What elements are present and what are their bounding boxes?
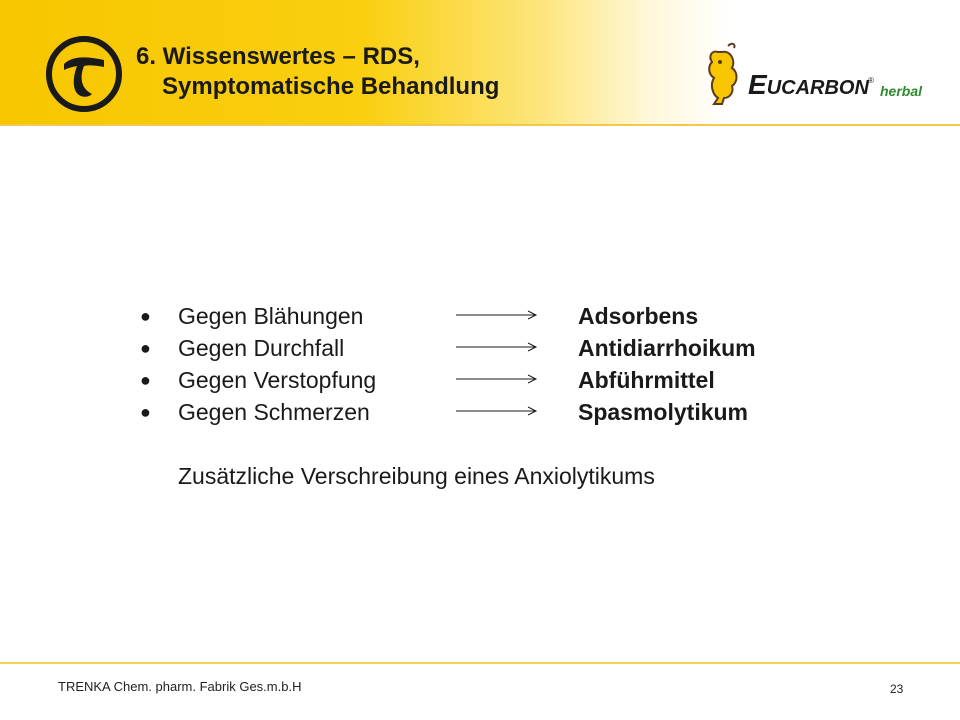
slide-title-line-2: Symptomatische Behandlung <box>162 73 500 100</box>
symptom-label: Gegen Verstopfung <box>178 367 377 393</box>
treatment-label: Abführmittel <box>578 367 715 393</box>
symptom-label: Gegen Schmerzen <box>178 399 370 425</box>
brand-name-rest: UCARBON <box>766 77 869 99</box>
bullet-icon: ● <box>140 370 151 390</box>
brand-name-initial: E <box>748 69 767 100</box>
arrow-right-icon <box>456 308 538 322</box>
arrow-right-icon <box>456 340 538 354</box>
footer-divider <box>0 662 960 664</box>
arrow-right-icon <box>456 372 538 386</box>
symptom-label: Gegen Durchfall <box>178 335 345 361</box>
page-number: 23 <box>890 682 904 696</box>
svg-text:EUCARBON <box>748 69 869 100</box>
slide-title-line-1: 6. Wissenswertes – RDS, <box>136 43 420 70</box>
symptom-label: Gegen Blähungen <box>178 303 364 329</box>
header-divider <box>0 124 960 126</box>
footer-company: TRENKA Chem. pharm. Fabrik Ges.m.b.H <box>58 679 302 694</box>
mascot-icon <box>709 44 736 104</box>
bullet-icon: ● <box>140 402 151 422</box>
slide-title <box>136 42 499 102</box>
arrow-right-icon <box>456 404 538 418</box>
eucarbon-herbal-logo <box>700 40 940 110</box>
bullet-icon: ● <box>140 306 151 326</box>
brand-suffix: herbal <box>880 83 923 99</box>
additional-note: Zusätzliche Verschreibung eines Anxiolytikums <box>178 463 655 489</box>
registered-mark: ® <box>868 76 874 85</box>
treatment-label: Spasmolytikum <box>578 399 748 425</box>
treatment-label: Antidiarrhoikum <box>578 335 756 361</box>
bullet-icon: ● <box>140 338 151 358</box>
treatment-label: Adsorbens <box>578 303 699 329</box>
trenka-logo-icon <box>44 34 124 114</box>
